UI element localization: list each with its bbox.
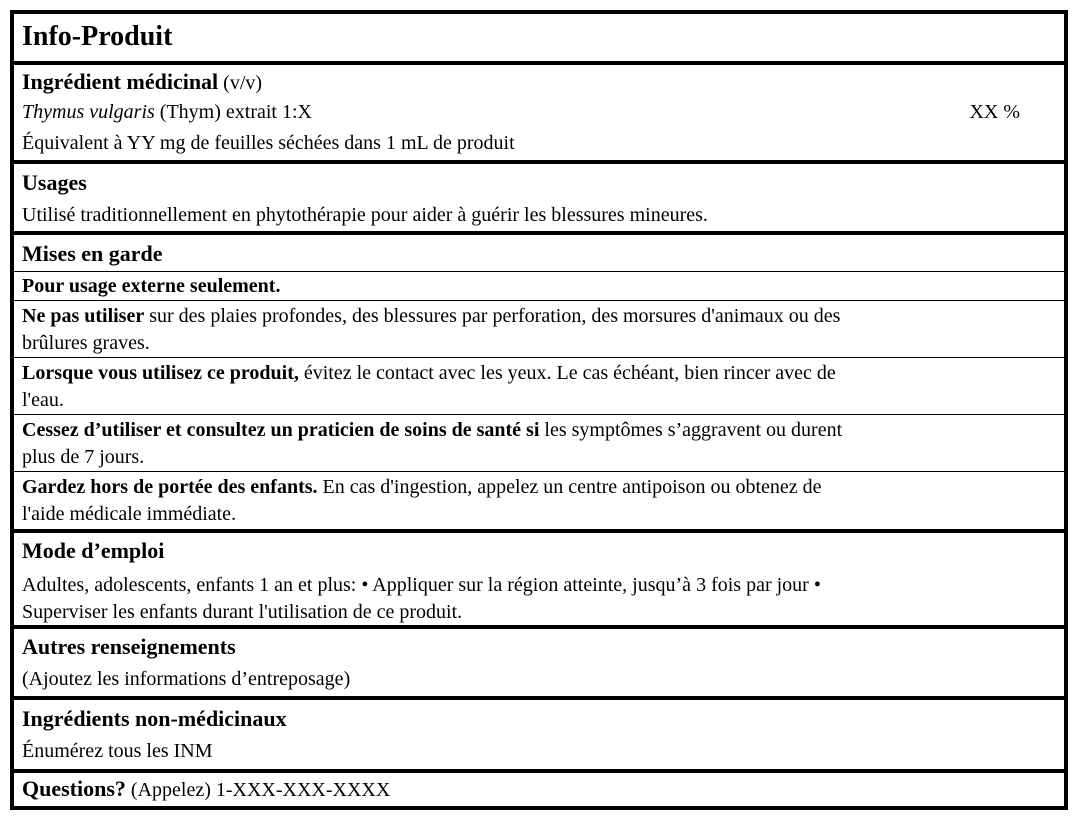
- product-facts-panel: [10, 10, 1068, 810]
- warning-1-line2: brûlures graves.: [22, 332, 150, 354]
- ingredient-equivalent: Équivalent à YY mg de feuilles séchées dans 1 mL de produit: [22, 132, 515, 154]
- warning-1-bold: Ne pas utiliser: [22, 305, 145, 327]
- warning-1-line1: [22, 302, 840, 330]
- other-info-section: [14, 625, 1064, 696]
- uses-section: [14, 160, 1064, 231]
- medicinal-ingredient-section: [14, 61, 1064, 160]
- warnings-heading: Mises en garde: [22, 241, 163, 266]
- questions-phone: (Appelez) 1-XXX-XXX-XXXX: [130, 779, 391, 801]
- warning-3-bold: Cessez d’utiliser et consultez un praticien de soins de santé si: [22, 419, 540, 441]
- warning-1-text: sur des plaies profondes, des blessures par perforation, des morsures d'animaux ou des: [149, 305, 841, 327]
- warning-3-text: les symptômes s’aggravent ou durent: [544, 419, 843, 441]
- warning-4-text: En cas d'ingestion, appelez un centre antipoison ou obtenez de: [322, 476, 822, 498]
- ingredient-line: [22, 98, 312, 126]
- medicinal-heading: Ingrédient médicinal: [22, 69, 219, 94]
- title-section: [14, 14, 1064, 61]
- warning-3-line2: plus de 7 jours.: [22, 446, 145, 468]
- ingredient-description: (Thym) extrait 1:X: [159, 101, 312, 123]
- warning-2-line2: l'eau.: [22, 389, 64, 411]
- directions-heading: Mode d’emploi: [22, 538, 165, 563]
- directions-line1: Adultes, adolescents, enfants 1 an et plus: • Appliquer sur la région atteinte, jusqu’à 3 fois par jour •: [22, 574, 821, 596]
- other-info-heading: Autres renseignements: [22, 634, 236, 659]
- medicinal-heading-line: [22, 68, 262, 97]
- warning-4-line1: [22, 473, 822, 501]
- panel-title: Info-Produit: [22, 21, 173, 52]
- questions-line: [22, 775, 390, 804]
- ingredient-latin-name: Thymus vulgaris: [22, 101, 155, 123]
- warning-row-1: [14, 300, 1064, 357]
- warning-2-text: évitez le contact avec les yeux. Le cas échéant, bien rincer avec de: [303, 362, 836, 384]
- nonmedicinal-text: Énumérez tous les INM: [22, 740, 213, 762]
- warning-4-bold: Gardez hors de portée des enfants.: [22, 476, 318, 498]
- ingredient-percent: XX %: [969, 101, 1020, 123]
- warning-2-line1: [22, 359, 836, 387]
- warning-row-4: [14, 471, 1064, 529]
- warning-row-2: [14, 357, 1064, 414]
- uses-text: Utilisé traditionnellement en phytothérapie pour aider à guérir les blessures mineures.: [22, 204, 708, 226]
- warning-3-line1: [22, 416, 842, 444]
- warning-row-3: [14, 414, 1064, 471]
- warning-external-row: [14, 271, 1064, 300]
- medicinal-unit: (v/v): [223, 72, 263, 94]
- warning-2-bold: Lorsque vous utilisez ce produit,: [22, 362, 299, 384]
- warnings-section: [14, 231, 1064, 271]
- questions-section: [14, 769, 1064, 806]
- warning-external-use: Pour usage externe seulement.: [22, 275, 281, 297]
- warning-4-line2: l'aide médicale immédiate.: [22, 503, 237, 525]
- directions-line2: Superviser les enfants durant l'utilisation de ce produit.: [22, 601, 463, 623]
- directions-section: [14, 529, 1064, 625]
- nonmedicinal-heading: Ingrédients non-médicinaux: [22, 706, 287, 731]
- uses-heading: Usages: [22, 170, 87, 195]
- other-info-text: (Ajoutez les informations d’entreposage): [22, 668, 351, 690]
- nonmedicinal-section: [14, 696, 1064, 769]
- questions-label: Questions?: [22, 776, 126, 801]
